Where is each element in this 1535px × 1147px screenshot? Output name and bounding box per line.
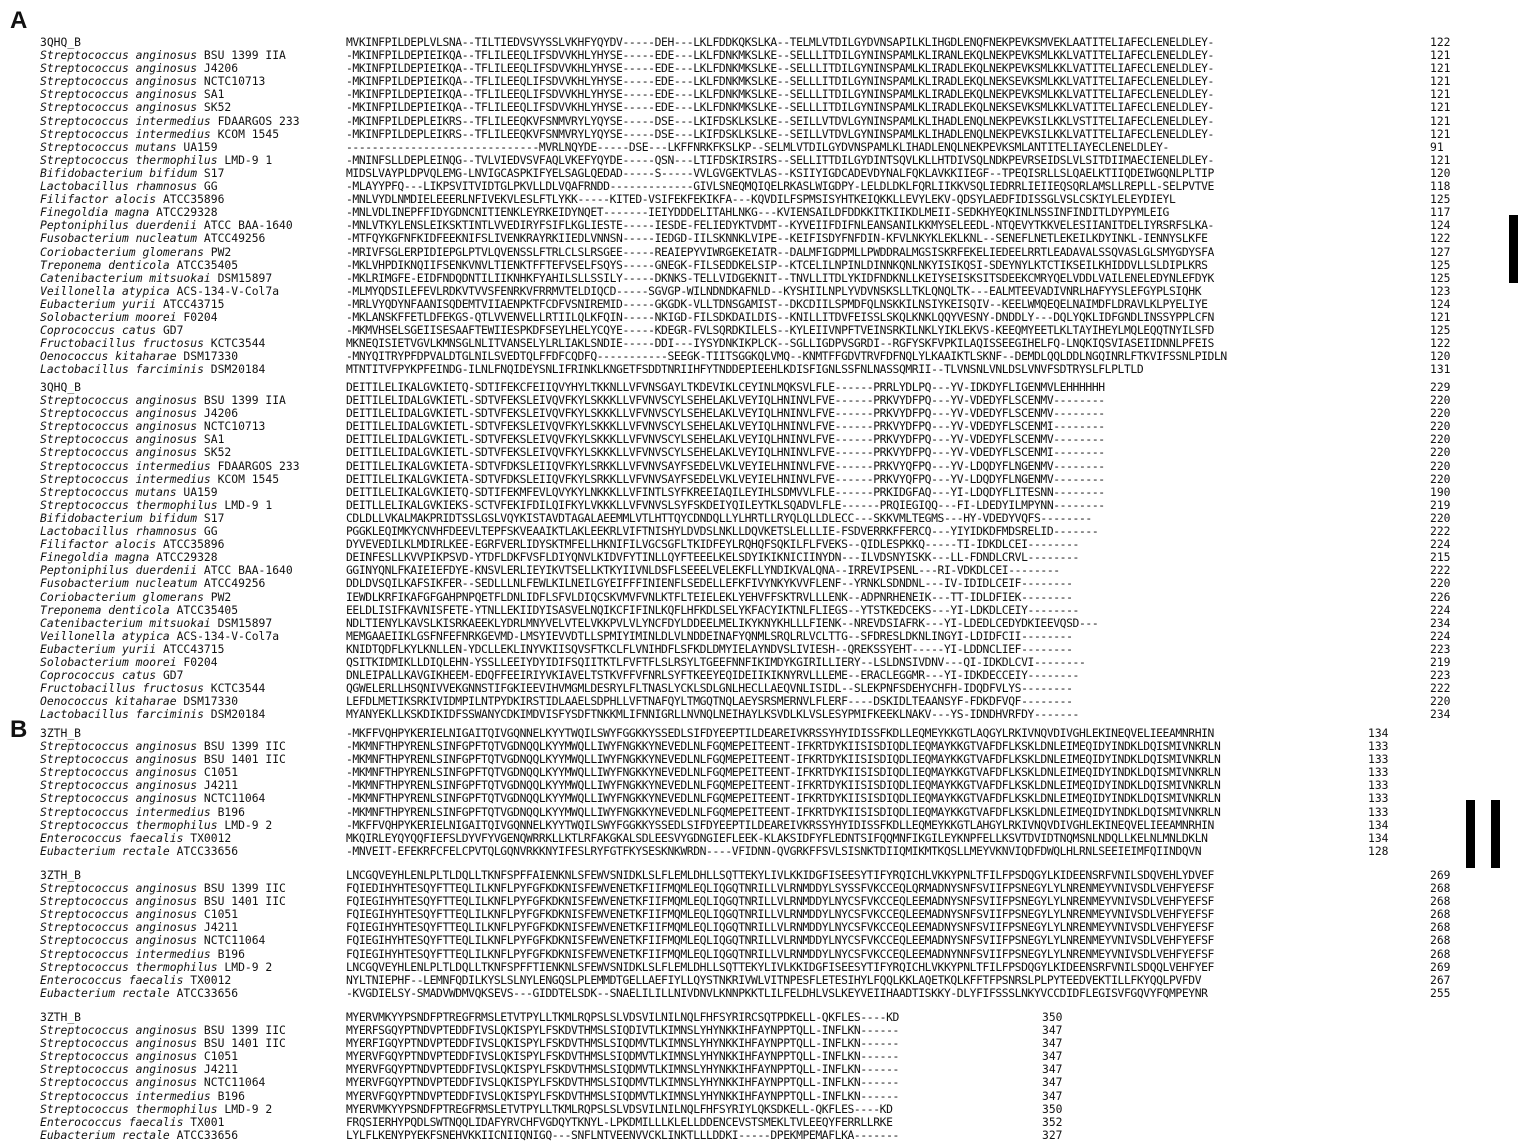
sequence-residues: -MKLRIMGFE-EIDFNDQDNTILIIKNHKFYAHILSLLSSILY-----DKNKS-TELLVIDGEKNIT--TNVLLITDLYKIDFNDKNLLKEIYSEISKSITSDEEKCMRYQELVDDLVAILENELEDYNLEFDYK (346, 270, 1214, 285)
sequence-name: Streptococcus thermophilus LMD-9 2 (40, 818, 273, 832)
sequence-name: Streptococcus anginosus J4206 (40, 62, 239, 76)
residue-count: 121 (1430, 61, 1451, 76)
residue-count: 121 (1430, 113, 1451, 128)
sequence-name: Eubacterium yurii ATCC43715 (40, 642, 225, 656)
residue-count: 222 (1430, 563, 1451, 578)
residue-count: 128 (1368, 843, 1389, 858)
residue-count: 347 (1042, 1036, 1063, 1051)
sequence-name: Eubacterium yurii ATCC43715 (40, 297, 225, 311)
residue-count: 234 (1430, 615, 1451, 630)
sequence-name: 3ZTH_B (40, 1011, 81, 1024)
residue-count: 134 (1368, 817, 1389, 832)
sequence-residues: NYLTNIEPHF--LEMNFQDILKYSLSLNYLENGQSLPLEMMDTGELLAEFIYLLQYSTNKRIVWLVITNPESFLETESIHYLFQQLKKLAQETKQLKFFTFPSNRSLPLPYTEEDVEKTILLFKYQQLPVFDV (346, 972, 1202, 987)
residue-count: 131 (1430, 362, 1451, 377)
residue-count: 125 (1430, 323, 1451, 338)
sequence-residues: -MKMVHSELSGEIISESAAFTEWIIESPKDFSEYLHELYCQYE-----KDEGR-FVLSQRDKILELS--KYLEIIVNPFTVEINSRKILNKLYIKLEKVS-KEEQMYEETLKLTAYIHEYLMQLEQQTNYILSFD (346, 323, 1214, 338)
sequence-residues: QSITKIDMIKLLDIQLEHN-YSSLLEEIYDYIDIFSQIITKTLFVFTFLSLRSYLTGEEFNNFIKIMDYKGIRILLIERY--LSLDNSIVDNV---QI-IDKDLCVI-------- (346, 654, 1086, 669)
residue-count: 222 (1430, 681, 1451, 696)
residue-count: 133 (1368, 739, 1389, 754)
residue-count: 121 (1430, 152, 1451, 167)
panel-label-a: A (10, 7, 28, 34)
sequence-residues: MYERVFGQYPTNDVPTEDDFIVSLQKISPYLFSKDVTHMSLSIQDMVTLKIMNSLYHYNKKIHFAYNPPTQLL-INFLKN------ (346, 1062, 899, 1077)
sequence-name: Oenococcus kitaharae DSM17330 (40, 695, 239, 709)
sequence-name: Bifidobacterium bifidum S17 (40, 511, 225, 525)
residue-count: 224 (1430, 628, 1451, 643)
residue-count: 268 (1430, 907, 1451, 922)
sequence-name: Streptococcus anginosus BSU 1399 IIC (40, 1024, 286, 1038)
sequence-name: Streptococcus anginosus SA1 (40, 88, 225, 102)
residue-count: 121 (1430, 126, 1451, 141)
sequence-residues: LEFDLMETIKSRKIVIDMPILNTPYDKIRSTIDLAAELSDPHLLVFTNAFQYLTMGQTNQLAEYSRSMERNVLFLERF----DSKIDLTEAANSYF-FDKDFVQF-------- (346, 694, 1073, 709)
residue-count: 91 (1430, 139, 1444, 154)
sequence-name: Streptococcus anginosus SK52 (40, 446, 232, 460)
sequence-residues: -MKINFPILDEPIEIKQA--TFLILEEQLIFSDVVKHLYHYSE-----EDE---LKLFDNKMKSLKE--SELLLITDILGYNINSPAMLKLIRADLEKQLNEKSEVKSMLKKLVATITELIAFECLENELDLEY- (346, 74, 1214, 89)
sequence-residues: -MKMNFTHPYRENLSINFGPFTQTVGDNQQLKYYMWQLLIWYFNGKKYNEVEDLNLFGQMEPEITEENT-IFKRTDYKIISISDIQDLIEQMAYKKGTVAFDFLKSKLDNLEIMEQIDYINDKLDQISMIVNKRLN (346, 752, 1221, 767)
residue-count: 121 (1430, 100, 1451, 115)
sequence-name: Coriobacterium glomerans PW2 (40, 590, 232, 604)
residue-count: 268 (1430, 881, 1451, 896)
sequence-residues: -MKINFPILDEPLEIKRS--TFLILEEQKVFSNMVRYLYQYSE-----DSE---LKIFDSKLKSLKE--SEILLVTDVLGYNINSPAMLKLIHADLENQLNEKPEVKSILKKLVSTITELIAFECLENELDLEY- (346, 113, 1214, 128)
sequence-residues: -MNLVDLINEPFFIDYGDNCNITIENKLEYRKEIDYNQET-------IEIYDDDELITAHLNKG---KVIENSAILDFDDKKITKIIKDLMEII-SEDKHYEQKINLNSSINFINDITLDYPYMLEIG (346, 205, 1169, 220)
sequence-residues: KNIDTQDFLKYLKNLLEN-YDCLLEKLINYVKIISQVSFTKCLFLVNIHDFLSFKDLDMYIELAYNDVSLIVIESH--QREKSSYEHT-----YI-LDDNCLIEF-------- (346, 641, 1073, 656)
sequence-name: Coprococcus catus GD7 (40, 324, 184, 338)
sequence-residues: -KVGDIELSY-SMADVWDMVQKSEVS---GIDDTELSDK--SNAELILILLNIVDNVLKNNPKKTLILFELDHLVSLKEYVEIIHAADTISKKY-DLYFIFSSSLNKYVCCDIDFLEGISVFGQVYFQMPEYNR (346, 985, 1208, 1000)
residue-count: 350 (1042, 1010, 1063, 1024)
sequence-residues: GGINYQNLFKAIEIEFDYE-KNSVLERLIEYIKVTSELLKTKYIIVNLDSFLSEEELVELEKFLLYNDIKVALQNA--IRREVIPSENL---RI-VDKDLCEI-------- (346, 563, 1060, 578)
residue-count: 269 (1430, 959, 1451, 974)
sequence-residues: MYANYEKLLKSKDIKIDFSSWANYCDKIMDVISFYSDFTNKKMLIFNNIGRLLNVNQLNEIHAYLKSVDLKLVSLESYPMIFKEEKLNAKV---YS-IDNDHVRFDY------- (346, 707, 1079, 722)
residue-count: 120 (1430, 349, 1451, 364)
sequence-name: Streptococcus anginosus J4211 (40, 921, 239, 935)
sequence-residues: -MNVEIT-EFEKRFCFELCPVTQLGQNVRKKNYIFESLRYFGTFKYSESKNKWRDN----VFIDNN-QVGRKFFSVLSISNKTDIIQMIKMTKQSLLMEYVKNVIQDFDWQLHLRNLSEEIEIMFQIINDQVN (346, 843, 1202, 858)
sequence-residues: -MKFFVQHPYKERIELNIGAITQIVGQNNELKYYTWQILSWYFGGKKYSSEDLSIFDYEEPTILDEAREIVKRSSYHYIDISSFKDLLEQMEYKKGTLAHGYLRKIVNQVDIVGHLEKINEQVELIEEAMNRHIN (346, 817, 1214, 832)
residue-count: 190 (1430, 484, 1451, 499)
sequence-name: Streptococcus anginosus C1051 (40, 908, 239, 922)
sequence-residues: DDLDVSQILKAFSIKFER--SEDLLLNLFEWLKILNEILGYEIFFFINIENFLSEDELLEFKFIVYNKYKVVFLENF--YRNKLSDNDNL---IV-IDIDLCEIF-------- (346, 576, 1073, 591)
residue-count: 127 (1430, 244, 1451, 259)
sequence-name: Streptococcus anginosus BSU 1401 IIC (40, 753, 286, 767)
sequence-residues: DEITILELIKALGVKIETQ-SDTIFEKCFEIIQVYHYLTKKNLLVFVNSGAYLTKDEVIKLCEYINLMQKSVLFLE------PRRLYDLPQ---YV-IDKDYFLIGENMVLEHHHHHH (346, 380, 1105, 394)
sequence-residues: DEITILELIDALGVKIETL-SDTVFEKSLEIVQVFKYLSKKKLLVFVNVSCYLSEHELAKLVEYIQLHNINVLFVE------PRKVYDFPQ---YV-VDEDYFLSCENMI-------- (346, 419, 1105, 434)
sequence-residues: -MTFQYKGFNFKIDFEEKNIFSLIVENKRAYRKIIEDLVNNSN-----IEDGD-IILSKNNKLVIPE--KEIFISDYFNFDIN-KFVLNKYKLEKLKNL--SENEFLNETLEKEILKDYINKL-IENNYSLKFE (346, 231, 1208, 246)
sequence-name: Streptococcus anginosus SA1 (40, 433, 225, 447)
sequence-name: Streptococcus thermophilus LMD-9 2 (40, 960, 273, 974)
sequence-name: Enterococcus faecalis TX001 (40, 1115, 225, 1129)
sequence-residues: MKNEQISIETVGVLKMNSGLNLITVANSELYLRLIAKLSNDIE-----DDI---IYSYDNKIKPLCK--SGLLIGDPVSGRDI--RGFYSKFVPKILAQISSEEGIHELFQ-LNQKIQSVIASEIIDNNLPFEIS (346, 336, 1214, 351)
sequence-name: Catenibacterium mitsuokai DSM15897 (40, 271, 273, 285)
sequence-residues: MYERVFGQYPTNDVPTEDDFIVSLQKISPYLFSKDVTHMSLSIQDMVTLKIMNSLYHYNKKIHFAYNPPTQLL-INFLKN------ (346, 1075, 899, 1090)
sequence-residues: PGGKLEQIMKYCNVHFDEEVLTEPFSKVEAAIKTLAKLEEKRLVIFTNISHYLDVDSLNKLLDQVKETSLELLLIE-FSDVERRKFFERCQ---YIYIDKDFMDSRELID------- (346, 524, 1099, 539)
sequence-name: 3QHQ_B (40, 381, 81, 394)
residue-count: 220 (1430, 419, 1451, 434)
sequence-residues: FRQSIERHYPQDLSWTNQQLIDAFYRVCHFVGDQYTKNYL-LPKDMILLLKLELLDDENCEVSTSMEKLTVLEEQYFERRLLRKE (346, 1114, 893, 1129)
sequence-residues: -MLMYQDSILEFEVLRDKVTVVSFENRKVFRRMVTELDIQCD-----SGVGP-WILNDNDKAFNLD--KYSHIILNPLYVDVNSKSLLTKLQNQLTK---EALMTEEVADIVNRLHAFYYSLEFGYPLSIQHK (346, 283, 1202, 298)
sequence-name: Streptococcus anginosus BSU 1399 IIC (40, 882, 286, 896)
residue-count: 121 (1430, 87, 1451, 102)
residue-count: 347 (1042, 1049, 1063, 1064)
sequence-name: Fusobacterium nucleatum ATCC49256 (40, 577, 266, 591)
sequence-name: Streptococcus anginosus J4211 (40, 779, 239, 793)
sequence-residues: -MKFFVQHPYKERIELNIGAITQIVGQNNELKYYTWQILSWYFGGKKYSSEDLSIFDYEEPTILDEAREIVKRSSYHYIDISSFKDLLEQMEYKKGTLAQGYLRKIVNQVDIVGHLEKINEQVELIEEAMNRHIN (346, 726, 1214, 740)
sequence-name: Streptococcus anginosus NCTC11064 (40, 934, 266, 948)
sequence-residues: -MKINFPILDEPLEIKRS--TFLILEEQKVFSNMVRYLYQYSE-----DSE---LKIFDSKLKSLKE--SEILLVTDVLGYNINSPAMLKLIHADLENQLNEKPEVKSILKKLVATITELIAFECLENELDLEY- (346, 126, 1214, 141)
sequence-residues: DNLEIPALLKAVGIKHEEM-EDQFFEEIRIYVKIAVELTSTKVFFVFNRLSYFTKEEYEQIDEIIKIKNYRVLLLEME--ERACLEGGMR---YI-IDKDECCEIY-------- (346, 668, 1079, 683)
sequence-residues: DEINFESLLKVVPIKPSVD-YTDFLDKFVSFLDIYQNVLKIDVFYTINLLQYFTEEELKELSDYIKIKNICIINYDN---ILVDSNYISKK---LL-FDNDLCRVL-------- (346, 550, 1079, 565)
sequence-name: Solobacterium moorei F0204 (40, 310, 218, 324)
residue-count: 350 (1042, 1101, 1063, 1116)
sequence-residues: ------------------------------MVRLNQYDE-----DSE---LKFFNRKFKSLKP--SELMLVTDILGYDVNSPAMLKLIHADLENQLNEKPEVKSMLANTITELIAYECLENELDLEY- (346, 139, 1169, 154)
sequence-residues: MYERVFGQYPTNDVPTEDDFIVSLQKISPYLFSKDVTHMSLSIQDMVTLKIMNSLYHYNKKIHFAYNPPTQLL-INFLKN------ (346, 1088, 899, 1103)
sequence-residues: -MKINFPILDEPIEIKQA--TFLILEEQLIFSDVVKHLYHYSE-----EDE---LKLFDNKMKSLKE--SELLLITDILGYNINSPAMLKLIRADLEKQLNEKPEVKSMLKKLVATITELIAFECLENELDLEY- (346, 87, 1214, 102)
residue-count: 220 (1430, 393, 1451, 408)
sequence-name: Streptococcus intermedius B196 (40, 1089, 245, 1103)
sequence-residues: -MLAYYPFQ---LIKPSVITVIDTGLPKVLLDLVQAFRNDD-------------GIVLSNEQMQIQELRKASLWIGDPY-LELDLDKLFQRLIIKKVSQLIEDRRLIEIIEQSQRLAMSLLREPLL-SELPVTVE (346, 179, 1214, 194)
sequence-name: Enterococcus faecalis TX0012 (40, 973, 232, 987)
residue-count: 121 (1430, 48, 1451, 63)
residue-count: 224 (1430, 537, 1451, 552)
sequence-name: Streptococcus intermedius FDAARGOS 233 (40, 459, 300, 473)
sequence-residues: NDLTIENYLKAVSLKISRKAEEKLYDRLMNYVELVTELVKKPVLVLYNCFDYLDDEELMELIKYKNYKHLLLFIENK--NREVDSIAFRK---YI-LDEDLCEDYDKIEEVQSD--- (346, 615, 1099, 630)
residue-count: 133 (1368, 791, 1389, 806)
sequence-name: Streptococcus anginosus C1051 (40, 766, 239, 780)
sequence-name: Eubacterium rectale ATCC33656 (40, 986, 239, 1000)
sequence-name: 3ZTH_B (40, 727, 81, 740)
sequence-residues: DEITILELIDALGVKIETL-SDTVFEKSLEIVQVFKYLSKKKLLVFVNVSCYLSEHELAKLVEYIQLHNINVLFVE------PRKVYDFPQ---YV-VDEDYFLSCENMV-------- (346, 406, 1105, 421)
sequence-residues: MYERVMKYYPSNDFPTREGFRMSLETVTPYLLTKMLRQPSLSLVDSVILNILNQLFHFSYRIRCSQTPDKELL-QKFLES----KD (346, 1010, 899, 1024)
sequence-name: Treponema denticola ATCC35405 (40, 258, 239, 272)
sequence-name: Lactobacillus farciminis DSM20184 (40, 363, 266, 377)
sequence-residues: MYERVMKYYPSNDFPTREGFRMSLETVTPYLLTKMLRQPSLSLVDSVILNILNQLFHFSYRIYLQKSDKELL-QKFLES----KD (346, 1101, 893, 1116)
residue-count: 327 (1042, 1127, 1063, 1142)
residue-count: 220 (1430, 510, 1451, 525)
residue-count: 269 (1430, 868, 1451, 882)
residue-count: 347 (1042, 1062, 1063, 1077)
sequence-name: 3ZTH_B (40, 869, 81, 882)
sequence-residues: MYERVFGQYPTNDVPTEDDFIVSLQKISPYLFSKDVTHMSLSIQDMVTLKIMNSLYHYNKKIHFAYNPPTQLL-INFLKN------ (346, 1049, 899, 1064)
sequence-name: Coprococcus catus GD7 (40, 669, 184, 683)
sequence-name: Streptococcus mutans UA159 (40, 140, 218, 154)
sequence-residues: DYVEVEDILKLMDIRLKEE-EGRFVERLIDYSKTMFELLHKNIFILVGCSGFLTKIDFEYLRQHQFSQKILFLFVEKS--QIDLESPKKQ-----TI-IDKDLCEI-------- (346, 537, 1079, 552)
sequence-residues: QGWELERLLHSQNIVVEKGNNSTIFGKIEEVIHVMGMLDESRYLFLTNASLYCKLSDLGNLHECLLAEQVNLISIDL--SLEKPNFSDEHYCHFH-IDQDFVLYS-------- (346, 681, 1073, 696)
sequence-residues: DEITILELIKALGVKIETA-SDTVFDKSLEIIQVFKYLSRKKLLVFVNVSAYFSEDELVKLVEYIELHNINVLFVE------PRKVYQFPQ---YV-LDQDYFLNGENMV-------- (346, 471, 1105, 486)
domain-marker-i (1509, 215, 1518, 283)
sequence-residues: LNCGQVEYHLENLPLTLDQLLTKNFSPFFTIENKNLSFEWVSNIDKLSLFLEMLDHLLSQTTEKYLIVLKKIDGFISEESYTIFYRQICHLVKKYPNLTFILFPSDQGYLKIDEENSRFVNILSDQQLVEHFYEF (346, 959, 1214, 974)
sequence-residues: MTNTITVFPYKPFEINDG-ILNLFNQIDEYSNLIFRINKLKNGETFSDDTNRIIHFYTNDDEPIEEHLKDISFIGNLSSFNLNASSQMRII--TLVNSNLVNLDSLVNVFSDTRYSLFLPLTLD (346, 362, 1144, 377)
residue-count: 123 (1430, 283, 1451, 298)
residue-count: 133 (1368, 752, 1389, 767)
residue-count: 124 (1430, 296, 1451, 311)
sequence-residues: LNCGQVEYHLENLPLTLDQLLTKNFSPFFAIENKNLSFEWVSNIDKLSLFLEMLDHLLSQTTEKYLIVLKKIDGFISEESYTIFYRQICHLVKKYPNLTFILFPSDQGYLKIDEENSRFVNILSDQVEHLYDVEF (346, 868, 1214, 882)
sequence-name: Streptococcus thermophilus LMD-9 1 (40, 153, 273, 167)
sequence-name: Veillonella atypica ACS-134-V-Col7a (40, 284, 280, 298)
residue-count: 220 (1430, 576, 1451, 591)
sequence-name: Streptococcus anginosus NCTC11064 (40, 1076, 266, 1090)
sequence-residues: CDLDLLVKALMAKPRIDTSSLGSLVQYKISTAVDTAGALAEEMMLVTLHTTQYCDNDQLLYLHRTLLRYQLQLLDLECC---SKKVMLTEGMS---HY-VDEDYVQFS-------- (346, 510, 1092, 525)
residue-count: 255 (1430, 985, 1451, 1000)
sequence-residues: -MKINFPILDEPIEIKQA--TFLILEEQLIFSDVVKHLYHYSE-----EDE---LKLFDNKMKSLKE--SELLLITDILGYNINSPAMLKLIRADLEKQLNEKSEVKSMLKKLVATITELIAFECLENELDLEY- (346, 100, 1214, 115)
residue-count: 125 (1430, 257, 1451, 272)
residue-count: 122 (1430, 35, 1451, 49)
sequence-residues: EELDLISIFKAVNISFETE-YTNLLEKIIDYISASVELNQIKCFIFINLKQFLHFKDLSELYKFACYIKTNLFLIEGS--YTSTKEDCEKS---YI-LDKDLCEIY-------- (346, 602, 1079, 617)
sequence-name: Veillonella atypica ACS-134-V-Col7a (40, 629, 280, 643)
sequence-name: Streptococcus anginosus BSU 1399 IIC (40, 740, 286, 754)
sequence-name: Fructobacillus fructosus KCTC3544 (40, 337, 266, 351)
sequence-name: Filifactor alocis ATCC35896 (40, 538, 225, 552)
sequence-name: Peptoniphilus duerdenii ATCC BAA-1640 (40, 564, 293, 578)
residue-count: 268 (1430, 920, 1451, 935)
sequence-name: Treponema denticola ATCC35405 (40, 603, 239, 617)
sequence-name: Finegoldia magna ATCC29328 (40, 206, 218, 220)
panel-label-b: B (10, 716, 28, 743)
sequence-name: Eubacterium rectale ATCC33656 (40, 1128, 239, 1142)
sequence-name: Streptococcus anginosus SK52 (40, 101, 232, 115)
residue-count: 219 (1430, 654, 1451, 669)
residue-count: 226 (1430, 589, 1451, 604)
sequence-residues: MVKINFPILDEPLVLSNA--TILTIEDVSVYSSLVKHFYQYDV-----DEH---LKLFDDKQKSLKA--TELMLVTDILGYDVNSAPILKLIHGDLENQFNEKPEVKSMVEKLAATITELIAFECLENELDLEY- (346, 35, 1214, 49)
residue-count: 220 (1430, 694, 1451, 709)
residue-count: 121 (1430, 74, 1451, 89)
residue-count: 223 (1430, 641, 1451, 656)
sequence-residues: DEITLLELIKALGVKIEKS-SCTVFEKIFDILQIFKYLVKKKLLVFVNVSLSYFSKDEIYQILEYTKLSQADVLFLE------PRQIEGIQQ---FI-LDEDYILMPYNN-------- (346, 497, 1105, 512)
sequence-name: Streptococcus anginosus J4206 (40, 407, 239, 421)
sequence-name: Lactobacillus rhamnosus GG (40, 525, 218, 539)
sequence-name: Streptococcus anginosus NCTC10713 (40, 75, 266, 89)
sequence-residues: DEITILELIDALGVKIETL-SDTVFEKSLEIVQVFKYLSKKKLLVFVNVSCYLSEHELAKLVEYIQLHNINVLFVE------PRKVYDFPQ---YV-VDEDYFLSCENMV-------- (346, 432, 1105, 447)
residue-count: 122 (1430, 231, 1451, 246)
sequence-name: Streptococcus anginosus J4211 (40, 1063, 239, 1077)
residue-count: 124 (1430, 218, 1451, 233)
residue-count: 229 (1430, 380, 1451, 394)
sequence-residues: MKQIRLEYQYQQFIEFSLDYVFYVGENQWRRKLLKTLRFAKGKALSDLEESVYGDNGIEFLEEK-KLAKSIDFYFLEDNTSIFQQMNFIKGILEYKNPFELLKSVTDVIDTNQMSNLNDQLLKELNLMNLDKLN (346, 830, 1208, 845)
sequence-residues: FQIEGIHYHTESQYFTTEQLILKNFLPYFGFKDKNISFEWVENETKFIIFMQMLEQLIQGQTNRILLVLRNMDDYLNYCSFVKCCEQLEEMADNYSNFSVIIFPSNEGYLYLNRENMEYVNIVSDLVEHFYEFSF (346, 894, 1214, 909)
residue-count: 121 (1430, 309, 1451, 324)
sequence-residues: -MKINFPILDEPIEIKQA--TFLILEEQLIFSDVVKHLYHYSE-----EDE---LKLFDNKMKSLKE--SELLLITDILGYNINSPAMLKLIRADLEKQLNEKPEVKSMLKKLVATITELIAFECLENELDLEY- (346, 61, 1214, 76)
sequence-name: Streptococcus thermophilus LMD-9 1 (40, 498, 273, 512)
residue-count: 222 (1430, 524, 1451, 539)
sequence-name: Bifidobacterium bifidum S17 (40, 166, 225, 180)
residue-count: 118 (1430, 179, 1451, 194)
residue-count: 220 (1430, 471, 1451, 486)
residue-count: 125 (1430, 192, 1451, 207)
residue-count: 134 (1368, 726, 1389, 740)
sequence-residues: -MNINFSLLDEPLEINQG--TVLVIEDVSVFAQLVKEFYQYDE-----QSN---LTIFDSKIRSIRS--SELLITTDILGYDINTSQVLKLLHTDIVSQLNDKPEVRSEIDSLVLSITDIIMAECIENELDLEY- (346, 152, 1214, 167)
sequence-name: Peptoniphilus duerdenii ATCC BAA-1640 (40, 219, 293, 233)
sequence-name: Streptococcus intermedius KCOM 1545 (40, 127, 280, 141)
residue-count: 267 (1430, 972, 1451, 987)
sequence-name: Streptococcus intermedius FDAARGOS 233 (40, 114, 300, 128)
sequence-name: Streptococcus mutans UA159 (40, 485, 218, 499)
residue-count: 352 (1042, 1114, 1063, 1129)
sequence-residues: -MKMNFTHPYRENLSINFGPFTQTVGDNQQLKYYMWQLLIWYFNGKKYNEVEDLNLFGQMEPEITEENT-IFKRTDYKIISISDIQDLIEQMAYKKGTVAFDFLKSKLDNLEIMEQIDYINDKLDQISMIVNKRLN (346, 791, 1221, 806)
sequence-residues: DEITILELIKALGVKIETA-SDTVFDKSLEIIQVFKYLSRKKLLVFVNVSAYFSEDELVKLVEYIELHNINVLFVE------PRKVYQFPQ---YV-LDQDYFLNGENMV-------- (346, 458, 1105, 473)
residue-count: 122 (1430, 336, 1451, 351)
sequence-name: Streptococcus anginosus C1051 (40, 1050, 239, 1064)
sequence-residues: -MNLVTKYLENSLEIKSKTINTLVVEDIRYFSIFLKGLIESTE-----IESDE-FELIEDYKTVDMT--KYVEIIFDIFNLEANSANILKKMYSELEEDL-NTQEVYTKKVELESIIANITDELIYRSRFSLKA- (346, 218, 1214, 233)
residue-count: 347 (1042, 1088, 1063, 1103)
residue-count: 347 (1042, 1023, 1063, 1038)
domain-marker-ii-right (1491, 800, 1500, 868)
sequence-residues: DEITILELIKALGVKIETQ-SDTIFEKMFEVLQVYKYLNKKKLLVFINTLSYFKREEIAQILEYIHLSDMVVLFLE------PRKIDGFAQ---YI-LDQDYFLITESNN-------- (346, 484, 1105, 499)
residue-count: 220 (1430, 458, 1451, 473)
residue-count: 220 (1430, 406, 1451, 421)
residue-count: 220 (1430, 432, 1451, 447)
residue-count: 219 (1430, 497, 1451, 512)
sequence-residues: MYERFIGQYPTNDVPTEDDFIVSLQKISPYLFSKDVTHMSLSIQDMVTLKIMNSLYHYNKKIHFAYNPPTQLL-INFLKN------ (346, 1036, 899, 1051)
sequence-name: Streptococcus anginosus NCTC11064 (40, 792, 266, 806)
residue-count: 133 (1368, 778, 1389, 793)
sequence-residues: FQIEGIHYHTESQYFTTEQLILKNFLPYFGFKDKNISFEWVENETKFIIFMQMLEQLIQGQTNRILLVLRNMDDYLNYCSFVKCCEQLEEMADNYNNFSVIIFPSNEGYLYLNRENMEYVNIVSDLVEHFYEFSF (346, 946, 1214, 961)
sequence-residues: -MKLVHPDIKNQIIFSENKVNVLTIENKTFFTEFVSELFSQYS-----GNEGK-FILSEDDKELSIP--KTCELILNPINLDINNKQNLNKYISIKQSI-SDEYNYLKTCTIKSEILKHIDDVLLSLDIPLKRS (346, 257, 1208, 272)
residue-count: 133 (1368, 765, 1389, 780)
sequence-name: Streptococcus anginosus BSU 1399 IIA (40, 394, 286, 408)
sequence-name: Catenibacterium mitsuokai DSM15897 (40, 616, 273, 630)
sequence-residues: -MKLANSKFFETLDFEKGS-QTLVVENVELLRTIILQLKFQIN-----NKIGD-FILSDKDAILDIS--KNILLITDVFEISSLSKQLKNKLQQYVESNY-DNDDLY---DQLYQKLIDFGNDLINSSYPPLCFN (346, 309, 1214, 324)
sequence-name: 3QHQ_B (40, 36, 81, 49)
sequence-name: Enterococcus faecalis TX0012 (40, 831, 232, 845)
residue-count: 125 (1430, 270, 1451, 285)
sequence-name: Coriobacterium glomerans PW2 (40, 245, 232, 259)
residue-count: 268 (1430, 933, 1451, 948)
sequence-residues: FQIEGIHYHTESQYFTTEQLILKNFLPYFGFKDKNISFEWVENETKFIIFMQMLEQLIQGQTNRILLVLRNMDDYLNYCSFVKCCEQLEEMADNYSNFSVIIFPSNEGYLYLNRENMEYVNIVSDLVEHFYEFSF (346, 920, 1214, 935)
residue-count: 347 (1042, 1075, 1063, 1090)
sequence-name: Streptococcus anginosus NCTC10713 (40, 420, 266, 434)
sequence-name: Fructobacillus fructosus KCTC3544 (40, 682, 266, 696)
residue-count: 117 (1430, 205, 1451, 220)
sequence-name: Streptococcus intermedius B196 (40, 947, 245, 961)
sequence-residues: LYLFLKENYPYEKFSNEHVKKIICNIIQNIGQ---SNFLNTVEENVVCKLINKTLLLDDKI-----DPEKMPEMAFLKA------- (346, 1127, 899, 1142)
sequence-name: Lactobacillus farciminis DSM20184 (40, 708, 266, 722)
sequence-name: Oenococcus kitaharae DSM17330 (40, 350, 239, 364)
residue-count: 224 (1430, 602, 1451, 617)
sequence-residues: DEITILELIDALGVKIETL-SDTVFEKSLEIVQVFKYLSKKKLLVFVNVSCYLSEHELAKLVEYIQLHNINVLFVE------PRKVYDFPQ---YV-VDEDYFLSCENMV-------- (346, 393, 1105, 408)
sequence-residues: -MKMNFTHPYRENLSINFGPFTQTVGDNQQLKYYMWQLLIWYFNGKKYNEVEDLNLFGQMEPEITEENT-IFKRTDYKIISISDIQDLIEQMAYKKGTVAFDFLKSKLDNLEIMEQIDYINDKLDQISMIVNKRLN (346, 739, 1221, 754)
residue-count: 268 (1430, 946, 1451, 961)
sequence-name: Lactobacillus rhamnosus GG (40, 180, 218, 194)
domain-marker-ii-left (1466, 800, 1475, 868)
sequence-name: Streptococcus thermophilus LMD-9 2 (40, 1102, 273, 1116)
sequence-residues: FQIEGIHYHTESQYFTTEQLILKNFLPYFGFKDKNISFEWVENETKFIIFMQMLEQLIQGQTNRILLVLRNMDDYLNYCSFVKCCEQLEEMADNYSNFSVIIFPSNEGYLYLNRENMEYVNIVSDLVEHFYEFSF (346, 907, 1214, 922)
sequence-residues: -MRLVYQDYNFAANISQDEMTVIIAENPKTFCDFVSNIREMID-----GKGDK-VLLTDNSGAMIST--DKCDIILSPMDFQLNSKKILNSIYKEISQIV--KEELWMQEQELNAIMDFLDRAVLKLPYELIYE (346, 296, 1208, 311)
sequence-name: Eubacterium rectale ATCC33656 (40, 844, 239, 858)
residue-count: 268 (1430, 894, 1451, 909)
sequence-name: Streptococcus anginosus BSU 1401 IIC (40, 1037, 286, 1051)
sequence-residues: -MKMNFTHPYRENLSINFGPFTQTVGDNQQLKYYMWQLLIWYFNGKKYNEVEDLNLFGQMEPEITEENT-IFKRTDYKIISISDIQDLIEQMAYKKGTVAFDFLKSKLDNLEIMEQIDYINDKLDQISMIVNKRLN (346, 765, 1221, 780)
sequence-name: Streptococcus anginosus BSU 1401 IIC (40, 895, 286, 909)
sequence-name: Streptococcus intermedius B196 (40, 805, 245, 819)
residue-count: 220 (1430, 445, 1451, 460)
sequence-residues: FQIEDIHYHTESQYFTTEQLILKNFLPYFGFKDKNISFEWVENETKFIIFMQMLEQLIQGQTNRILLVLRNMDDYLSYSSFVKCCEQLQRMADNYSNFSVIIFPSNEGYLYLNRENMEYVNIVSDLVEHFYEFSF (346, 881, 1214, 896)
residue-count: 223 (1430, 668, 1451, 683)
sequence-name: Fusobacterium nucleatum ATCC49256 (40, 232, 266, 246)
sequence-residues: MEMGAAEIIKLGSFNFEFNRKGEVMD-LMSYIEVVDTLLSPMIYIMINLDLVLNDDEINAFYQNMLSRQLRLVCLTTG--SFDRESLDKNLINGYI-LDIDFCII-------- (346, 628, 1073, 643)
sequence-residues: -MKMNFTHPYRENLSINFGPFTQTVGDNQQLKYYMWQLLIWYFNGKKYNEVEDLNLFGQMEPEITEENT-IFKRTDYKIISISDIQDLIEQMAYKKGTVAFDFLKSKLDNLEIMEQIDYINDKLDQISMIVNKRLN (346, 778, 1221, 793)
residue-count: 133 (1368, 804, 1389, 819)
sequence-residues: -MNLVYDLNMDIELEEERLNFIVEKVLESLFTLYKK-----KITED-VSIFEKFEKIKFA---KQVDILFSPMSISYHTKEIQKKLLEVYLEKV-QDSYLAEDFIDISSGLVSLCSKIYLELEYDIEYL (346, 192, 1176, 207)
sequence-residues: DEITILELIDALGVKIETL-SDTVFEKSLEIVQVFKYLSKKKLLVFVNVSCYLSEHELAKLVEYIQLHNINVLFVE------PRKVYDFPQ---YV-VDEDYFLSCENMI-------- (346, 445, 1105, 460)
sequence-name: Solobacterium moorei F0204 (40, 655, 218, 669)
sequence-residues: -MKMNFTHPYRENLSINFGPFTQTVGDNQQLKYYMWQLLIWYFNGKKYNEVEDLNLFGQMEPEITEENT-IFKRTDYKIISISDIQDLIEQMAYKKGTVAFDFLKSKLDNLEIMEQIDYINDKLDQISMIVNKRLN (346, 804, 1221, 819)
sequence-residues: FQIEGIHYHTESQYFTTEQLILKNFLPYFGFKDKNISFEWVENETKFIIFMQMLEQLIQGQTNRILLVLRNMDDYLNYCSFVKCCEQLEEMADNYSNFSVIIFPSNEGYLYLNRENMEYVNIVSDLVEHFYEFSF (346, 933, 1214, 948)
residue-count: 134 (1368, 830, 1389, 845)
residue-count: 120 (1430, 165, 1451, 180)
sequence-name: Finegoldia magna ATCC29328 (40, 551, 218, 565)
residue-count: 215 (1430, 550, 1451, 565)
residue-count: 234 (1430, 707, 1451, 722)
sequence-name: Streptococcus intermedius KCOM 1545 (40, 472, 280, 486)
sequence-residues: -MKINFPILDEPIEIKQA--TFLILEEQLIFSDVVKHLYHYSE-----EDE---LKLFDNKMKSLKE--SELLLITDILGYNINSPAMLKLIRANLEKQLNEKPEVKSMLKKLVATITELIAFECLENELDLEY- (346, 48, 1214, 63)
sequence-residues: MIDSLVAYPLDPVQLEMG-LNVIGCASPKIFYELSAGLQEDAD-----S-----VVLGVGEKTVLAS--KSIIYIGDCADEVDYNALFQKLAVKKIIEGF--TPEQISRLLSLQAELKTIIQDEIWGQNLPLTIP (346, 165, 1214, 180)
sequence-residues: -MNYQITRYPFDPVALDTGLNILSVEDTQLFFDFCQDFQ-----------SEEGK-TIITSGGKQLVMQ--KNMTFFGDVTRVFDFNQLYLKAAIKTLSKNF--DEMDLQQLDDLNGQINRLFTKVIFSSNLPIDLN (346, 349, 1227, 364)
sequence-residues: -MRIVFSGLERPIDIEPGLPTVLQVENSSLFTRLCLSLRSGEE-----REAIEPYVIWRGEKEIATR--DALMFIGDPMLLPWDDRALMGSISKRFEKELIEDEELRRTLEADAVALSSQVASLGLSMYGDYSFA (346, 244, 1214, 259)
sequence-name: Streptococcus anginosus BSU 1399 IIA (40, 49, 286, 63)
sequence-residues: MYERFSGQYPTNDVPTEDDFIVSLQKISPYLFSKDVTHMSLSIQDIVTLKIMNSLYHYNKKIHFAYNPPTQLL-INFLKN------ (346, 1023, 899, 1038)
sequence-residues: IEWDLKRFIKAFGFGAHPNPQETFLDNLIDFLSFVLDIQCSKVMVFVNLKTFLTEIELEKLYEHVFFSKTRVLLLENK--ADPNRHENEIK---TT-IDLDFIEK-------- (346, 589, 1073, 604)
sequence-name: Filifactor alocis ATCC35896 (40, 193, 225, 207)
